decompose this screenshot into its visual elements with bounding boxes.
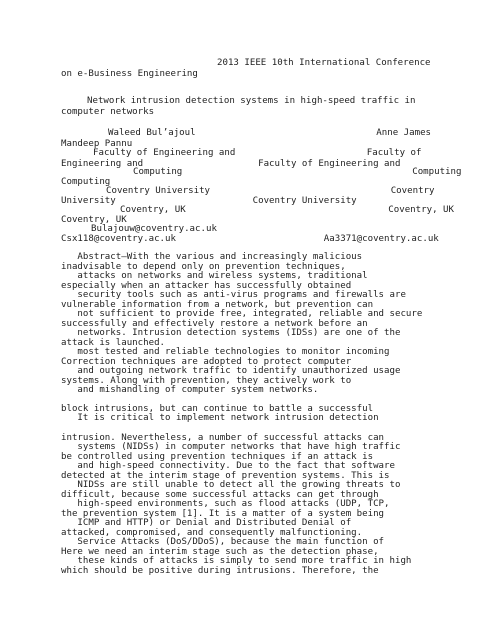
abstract-line: inadvisable to depend only on prevention techniques, bbox=[61, 262, 346, 272]
email-line-2: Csx118@coventry.ac.uk Aa3371@coventry.ac.uk bbox=[61, 234, 439, 244]
body-line: detected at the interim stage of prevention systems. This is bbox=[61, 471, 390, 481]
body-line: the prevention system [1]. It is a matter of a system being bbox=[61, 509, 385, 519]
body-line: high-speed environments, such as flood attacks (UDP, TCP, bbox=[61, 499, 390, 509]
affiliation-line-4: Computing bbox=[61, 177, 111, 187]
abstract-line: and outgoing network traffic to identify unauthorized usage bbox=[61, 366, 401, 376]
abstract-line: not sufficient to provide free, integrated, reliable and secure bbox=[61, 309, 423, 319]
abstract-line: most tested and reliable technologies to monitor incoming bbox=[61, 347, 390, 357]
body-line: and high-speed connectivity. Due to the fact that software bbox=[61, 461, 395, 471]
abstract-line: especially when an attacker has successfully obtained bbox=[61, 281, 352, 291]
abstract-line: attacks on networks and wireless systems, traditional bbox=[61, 271, 368, 281]
abstract-line: networks. Intrusion detection systems (IDSs) are one of the bbox=[61, 328, 401, 338]
university-line-2: University Coventry University bbox=[61, 196, 357, 206]
abstract-line: and mishandling of computer system networks. bbox=[61, 385, 319, 395]
university-line-1: Coventry University Coventry bbox=[106, 186, 435, 196]
city-line-2: Coventry, UK bbox=[61, 215, 127, 225]
affiliation-line-3: Computing Computing bbox=[133, 167, 462, 177]
author-3: Mandeep Pannu bbox=[61, 139, 133, 149]
abstract-line: successfully and effectively restore a network before an bbox=[61, 319, 368, 329]
abstract-line: security tools such as anti-virus programs and firewalls are bbox=[61, 290, 406, 300]
conference-line: 2013 IEEE 10th International Conference bbox=[217, 58, 431, 68]
abstract-line: systems. Along with prevention, they actively work to bbox=[61, 376, 352, 386]
body-line: attacked, compromised, and consequently malfunctioning. bbox=[61, 528, 363, 538]
body-line: be controlled using prevention techniques if an attack is bbox=[61, 452, 374, 462]
paper-title: Network intrusion detection systems in high-speed traffic in bbox=[87, 96, 416, 106]
body-line: intrusion. Nevertheless, a number of successful attacks can bbox=[61, 433, 385, 443]
affiliation-line-1: Faculty of Engineering and Faculty of bbox=[93, 148, 422, 158]
paper-title-cont: computer networks bbox=[61, 107, 155, 117]
conference-line-cont: on e-Business Engineering bbox=[61, 69, 198, 79]
body-line: systems (NIDSs) in computer networks that have high traffic bbox=[61, 442, 401, 452]
authors-line: Waleed Bul’ajoul Anne James bbox=[108, 128, 432, 138]
body-line: Here we need an interim stage such as the detection phase, bbox=[61, 547, 379, 557]
abstract-line: attack is launched. bbox=[61, 338, 166, 348]
city-line-1: Coventry, UK Coventry, UK bbox=[120, 205, 454, 215]
body-line: It is critical to implement network intrusion detection bbox=[61, 413, 379, 423]
body-line: difficult, because some successful attacks can get through bbox=[61, 490, 379, 500]
body-line: ICMP and HTTP) or Denial and Distributed Denial of bbox=[61, 518, 352, 528]
body-line: Service Attacks (DoS/DDoS), because the main function of bbox=[61, 537, 385, 547]
body-line: block intrusions, but can continue to battle a successful bbox=[61, 404, 374, 414]
body-line: these kinds of attacks is simply to send more traffic in high bbox=[61, 556, 412, 566]
body-line: which should be positive during intrusions. Therefore, the bbox=[61, 566, 379, 576]
body-line: NIDSs are still unable to detect all the growing threats to bbox=[61, 480, 401, 490]
affiliation-line-2: Engineering and Faculty of Engineering and bbox=[61, 159, 401, 169]
abstract-line: vulnerable information from a network, but prevention can bbox=[61, 300, 374, 310]
abstract-line: Abstract—With the various and increasingly malicious bbox=[61, 252, 363, 262]
email-line-1: Bulajouw@coventry.ac.uk bbox=[91, 224, 217, 234]
abstract-line: Correction techniques are adopted to protect computer bbox=[61, 357, 352, 367]
